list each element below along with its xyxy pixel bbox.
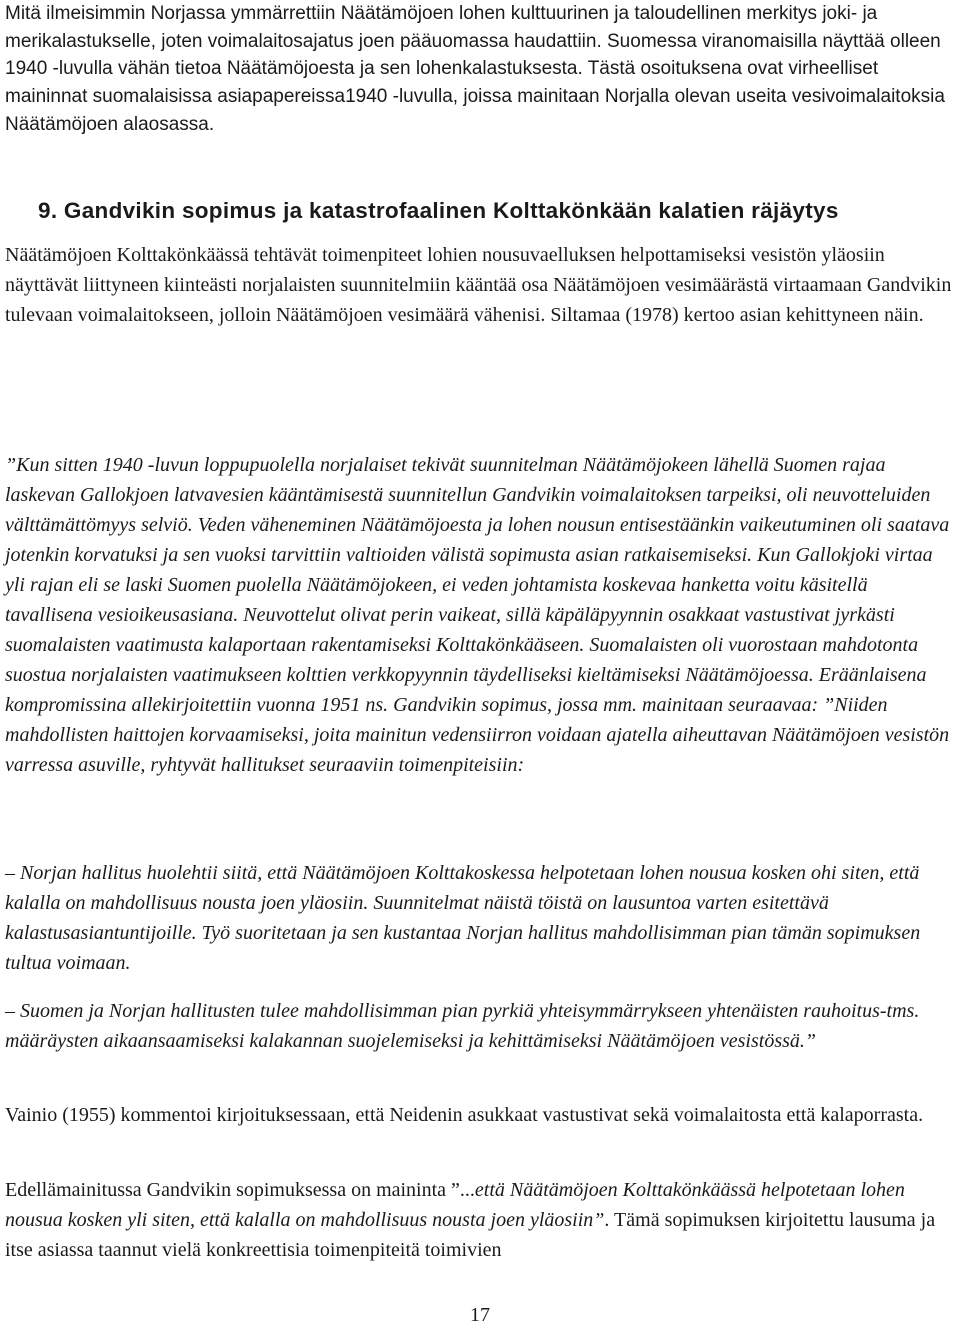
closing-quote: että Näätämöjoen Kolttakönkäässä helpotetaan lohen nousua kosken yli siten, että kalalla on mahdollisuus nousta joen yläosiin” xyxy=(5,1179,905,1231)
closing-text-end: . Tämä sopimuksen kirjoitettu lausuma ja itse asiassa taannut vielä konkreettisia toimenpiteitä toimivien xyxy=(5,1209,936,1261)
agreement-item-2: – Suomen ja Norjan hallitusten tulee mahdollisimman pian pyrkiä yhteisymmärrykseen yhtenäisten rauhoitus-tms. määräysten aikaansaamiseksi kalakannan suojelemiseksi ja kehittämiseksi Näätämöjoen vesistössä.” xyxy=(5,1000,920,1052)
quote-paragraph: ”Kun sitten 1940 -luvun loppupuolella norjalaiset tekivät suunnitelman Näätämöjokeen lähellä Suomen rajaa laskevan Gallokjoen latvavesien kääntämisestä suunnitellun Gandvikin voimalaitoksen tarpeiksi, oli neuvotteluiden välttämättömyys selviö. Veden väheneminen Näätämöjoesta ja lohen nousun entisestäänkin vaikeutuminen oli saatava jotenkin korvatuksi ja sen vuoksi tarvittiin valtioiden välistä sopimusta asian ratkaisemiseksi. Kun Gallokjoki virtaa yli rajan eli se laski Suomen puolella Näätämöjokeen, ei veden johtamista koskevaa hanketta voitu käsitellä tavallisena vesioikeusasiana. Neuvottelut olivat perin vaikeat, sillä käpäläpyynnin osakkaat vastustivat jyrkästi suomalaisten vaatimusta kalaportaan rakentamiseksi Kolttakönkääseen. Suomalaisten oli vuorostaan mahdotonta suostua norjalaisten vaatimukseen kolttien verkkopyynnin täydelliseksi kieltämiseksi Näätämöjoessa. Eräänlaisena kompromissina allekirjoitettiin vuonna 1951 ns. Gandvikin sopimus, jossa mm. mainitaan seuraavaa: ”Niiden mahdollisten haittojen korvaamiseksi, joita mainitun vedensiirron voidaan ajatella aiheuttavan Näätämöjoen vesistön varressa asuville, ryhtyvät hallitukset seuraaviin toimenpiteisiin: xyxy=(5,454,950,776)
section-heading: 9. Gandvikin sopimus ja katastrofaalinen Kolttakönkään kalatien räjäytys xyxy=(38,198,839,223)
agreement-item-1: – Norjan hallitus huolehtii siitä, että Näätämöjoen Kolttakoskessa helpotetaan lohen nousua kosken ohi siten, että kalalla on mahdollisuus nousta joen yläosiin. Suunnitelmat näistä töistä on lausuntoa varten esitettävä kalastusasiantuntijoille. Työ suoritetaan ja sen kustantaa Norjan hallitus mahdollisimman pian tämän sopimuksen tultua voimaan. xyxy=(5,862,921,974)
closing-paragraph xyxy=(5,1175,955,1265)
section-paragraph: Näätämöjoen Kolttakönkäässä tehtävät toimenpiteet lohien nousuvaelluksen helpottamiseksi vesistön yläosiin näyttävät liittyneen kiinteästi norjalaisten suunnitelmiin kääntää osa Näätämöjoen vesimäärästä virtaamaan Gandvikin tulevaan voimalaitokseen, jolloin Näätämöjoen vesimäärä vähenisi. Siltamaa (1978) kertoo asian kehittyneen näin. xyxy=(5,244,952,326)
vainio-paragraph: Vainio (1955) kommentoi kirjoituksessaan, että Neidenin asukkaat vastustivat sekä voimalaitosta että kalaporrasta. xyxy=(5,1104,924,1126)
closing-text-start: Edellämainitussa Gandvikin sopimuksessa on maininta ”... xyxy=(5,1179,475,1201)
page-number: 17 xyxy=(470,1304,490,1326)
intro-paragraph: Mitä ilmeisimmin Norjassa ymmärrettiin Näätämöjoen lohen kulttuurinen ja taloudellinen merkitys joki- ja merikalastukselle, joten voimalaitosajatus joen pääuomassa haudattiin. Suomessa viranomaisilla näyttää olleen 1940 -luvulla vähän tietoa Näätämöjoesta ja sen lohenkalastuksesta. Tästä osoituksena ovat virheelliset maininnat suomalaisissa asiapapereissa1940 -luvulla, joissa mainitaan Norjalla olevan useita vesivoimalaitoksia Näätämöjoen alaosassa. xyxy=(5,3,945,135)
